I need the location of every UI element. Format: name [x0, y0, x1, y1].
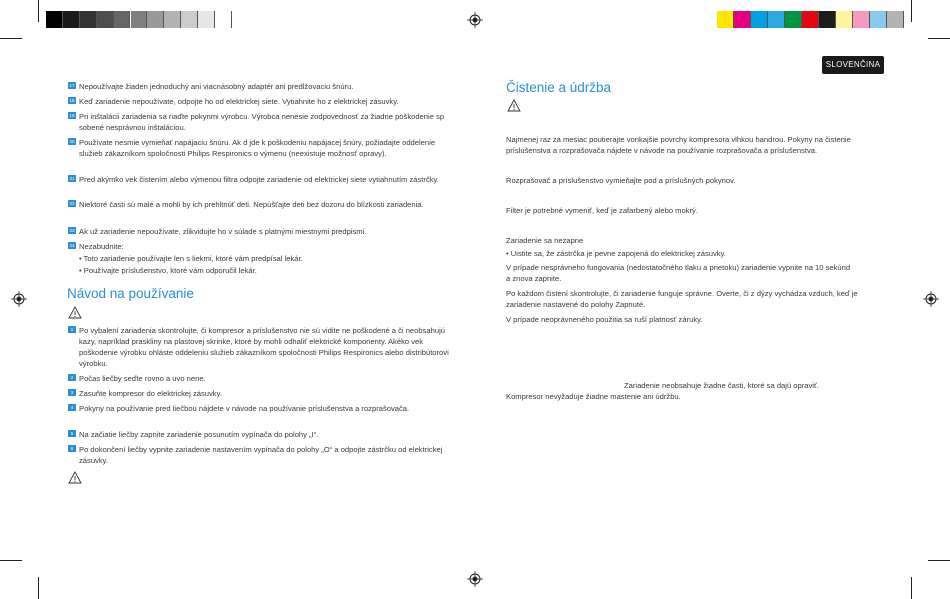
crop-mark [0, 38, 22, 39]
color-swatch [785, 11, 802, 28]
list-item: 19 Pri inštalácii zariadenia sa riaďte pokynmi výrobcu. Výrobca nenesie zodpovednosť za žiadne poškodenie sp sobené nesprávnou inštaláciou. [69, 112, 445, 132]
bullet-item: • Používajte príslušenstvo, ktoré vám odporučil lekár. [79, 266, 257, 275]
color-swatch [853, 11, 870, 28]
troubleshoot-title: Zariadenie sa nezapne [506, 236, 584, 245]
color-swatch [887, 11, 904, 28]
color-swatch [215, 11, 232, 28]
list-item: 17 Nepoužívajte žiaden jednoduchý ani viacnásobný adaptér ani predlžovaciu šnúru. [69, 82, 354, 91]
registration-mark-icon [467, 571, 483, 587]
registration-mark-icon [467, 12, 483, 28]
crop-mark [928, 560, 950, 561]
section-title-cleaning: Čistenie a údržba [506, 80, 612, 95]
color-swatch [114, 11, 131, 28]
paragraph: Po každom čistení skontrolujte, či zariadenie funguje správne. Overte, či z dýzy vychádza vzduch, keď je zariadenie nastavené do polohy Zapnuté. [506, 289, 858, 309]
bullet-item: • Toto zariadenie používajte len s liekmi, ktoré vám predpísal lekár. [79, 254, 303, 263]
color-swatch [819, 11, 836, 28]
color-swatch [80, 11, 97, 28]
paragraph: V prípade neoprávneného použitia sa ruší platnosť záruky. [506, 315, 703, 324]
step-item: 1 Po vybalení zariadenia skontrolujte, či kompresor a príslušenstvo nie sú vidite ne poškodené a či neobsahujú kazy, napríklad praskliny na plastovej skrinke, ktoré by mohli odhaliť elektrické komponenty. Akéko vek poškodenie výrobku ohláste oddeleniu služieb zákazníkom spoločnosti Philips Respironics alebo distribútorovi výrobku. [68, 325, 458, 369]
crop-mark [38, 0, 39, 22]
list-item: 22 Niektoré časti sú malé a mohli by ich prehltnúť deti. Nepúšťajte deti bez dozoru do blízkosti zariadenia. [69, 200, 424, 209]
step-item: 3 Zasuňte kompresor do elektrickej zásuvky. [68, 388, 458, 399]
step-item: 4 Pokyny na používanie pred liečbou nájdete v návode na používanie príslušenstva a rozprašovača. [68, 403, 458, 414]
section-title-usage: Návod na používanie [67, 286, 194, 301]
color-swatch [147, 11, 164, 28]
warning-icon [68, 471, 82, 484]
step-item: 5 Na začiatie liečby zapnite zariadenie posunutím vypínača do polohy „I“. [68, 429, 458, 440]
list-item: 20 Používate nesmie vymieňať napájaciu šnúru. Ak d jde k poškodeniu napájacej šnúry, požiadajte oddelenie služieb zákazníkom spoločnosti Philips Respironics o výmenu (neexistuje možnosť opravy). [69, 138, 436, 158]
color-swatch [198, 11, 215, 28]
crop-mark [911, 577, 912, 599]
color-swatch [46, 11, 63, 28]
paragraph: V prípade nesprávneho fungovania (nedostatočného tlaku a prietoku) zariadenie vypnite na 10 sekúnd a znova zapnite. [506, 263, 851, 283]
paragraph: Zariadenie neobsahuje žiadne časti, ktoré sa dajú opraviť. [624, 381, 819, 390]
step-item: 6 Po dokončení liečby vypnite zariadenie nastavením vypínača do polohy „O“ a odpojte zástrčku od elektrickej zásuvky. [68, 444, 458, 466]
list-item: 18 Keď zariadenie nepoužívate, odpojte ho od elektrickej siete. Vytiahnite ho z elektrickej zásuvky. [69, 97, 399, 106]
paragraph: Rozprašovač a príslušenstvo vymieňajte pod a príslušných pokynov. [506, 176, 736, 185]
paragraph: Kompresor nevyžaduje žiadne mastenie ani údržbu. [506, 392, 681, 401]
crop-mark [38, 577, 39, 599]
crop-mark [911, 0, 912, 22]
color-swatch [734, 11, 751, 28]
color-swatch [63, 11, 80, 28]
language-tab: SLOVENČINA [822, 56, 884, 74]
color-swatch [97, 11, 114, 28]
crop-mark [0, 560, 22, 561]
color-swatch [164, 11, 181, 28]
bullet-item: • Uistite sa, že zástrčka je pevne zapojená do elektrickej zásuvky. [506, 249, 726, 258]
color-swatch [802, 11, 819, 28]
color-swatch [181, 11, 198, 28]
crop-mark [928, 38, 950, 39]
paragraph: Najmenej raz za mesiac poutierajte vonkajšie povrchy kompresora vlhkou handrou. Pokyny na čistenie príslušenstva a rozprašovača nájdete v návode na používanie rozprašovača a príslušenstva. [506, 135, 851, 155]
list-item: 21 Pred akýmko vek čistením alebo výmenou filtra odpojte zariadenie od elektrickej siete vytiahnutím zástrčky. [69, 175, 439, 184]
step-item: 2 Počas liečby seďte rovno a uvo nene. [68, 373, 458, 384]
color-swatch [131, 11, 148, 28]
color-swatch [717, 11, 734, 28]
list-item: 24 Nezabudnite: [69, 242, 124, 251]
color-swatch [751, 11, 768, 28]
list-item: 23 Ak už zariadenie nepoužívate, zlikvidujte ho v súlade s platnými miestnymi predpismi. [69, 227, 367, 236]
paragraph: Filter je potrebné vymeniť, keď je zafarbený alebo mokrý. [506, 206, 698, 215]
color-swatch [870, 11, 887, 28]
color-swatch [768, 11, 785, 28]
registration-mark-icon [923, 291, 939, 307]
registration-mark-icon [11, 291, 27, 307]
warning-icon [507, 99, 521, 112]
warning-icon [68, 306, 82, 319]
color-swatch [836, 11, 853, 28]
